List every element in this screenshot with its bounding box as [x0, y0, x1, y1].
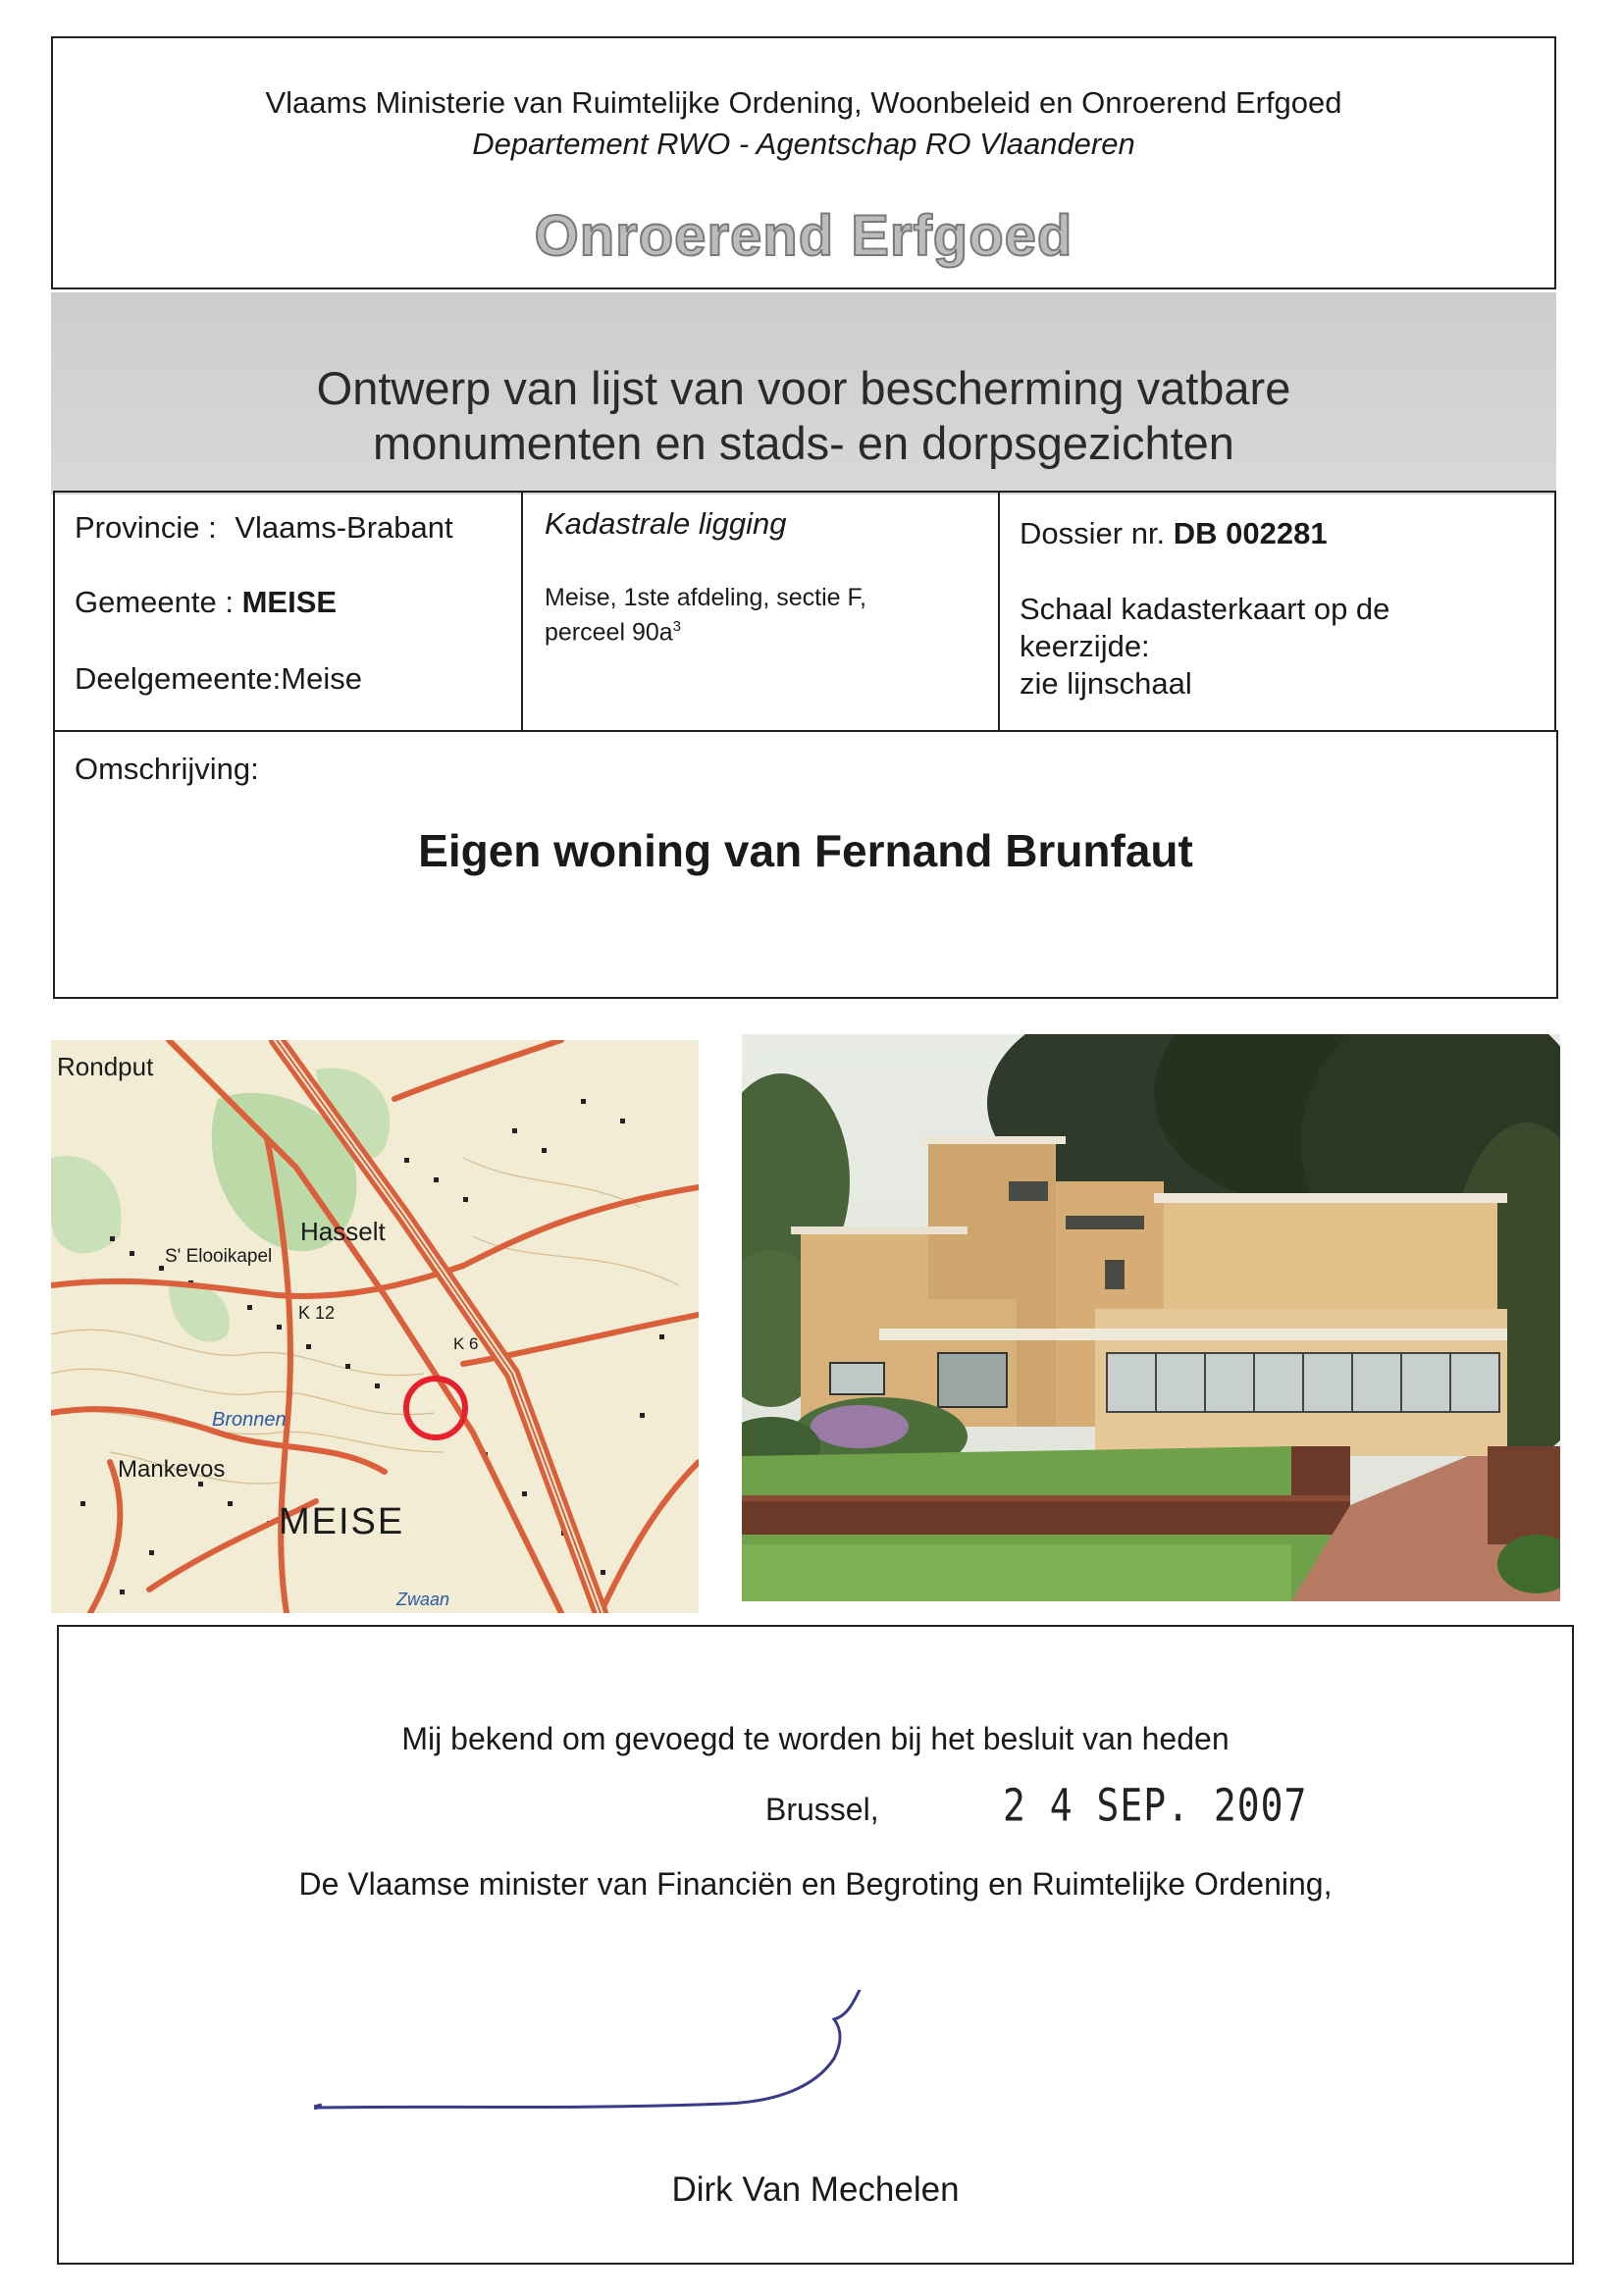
brand-title: Onroerend Erfgoed	[534, 204, 1073, 268]
approval-text: Mij bekend om gevoegd te worden bij het besluit van heden	[401, 1721, 1230, 1756]
map-label-k6: K 6	[453, 1334, 479, 1353]
kadastrale-text	[545, 583, 866, 647]
title-band	[51, 292, 1556, 495]
deelgemeente-row	[75, 661, 362, 697]
kadastrale-line1: Meise, 1ste afdeling, sectie F,	[545, 584, 866, 611]
department-name: Departement RWO - Agentschap RO Vlaanderen	[472, 127, 1135, 161]
gemeente-row	[75, 585, 337, 620]
map-label-hasselt: Hasselt	[300, 1217, 386, 1246]
house-photo-graphic	[742, 1034, 1560, 1601]
cadastral-column	[523, 493, 1000, 730]
topographic-map	[51, 1040, 699, 1613]
map-label-zwaan: Zwaan	[396, 1590, 450, 1609]
deelgemeente-value: Meise	[281, 661, 362, 696]
provincie-label: Provincie :	[75, 510, 217, 545]
gemeente-label: Gemeente :	[75, 585, 234, 619]
dossier-column	[1000, 493, 1554, 730]
schaal-line1: Schaal kadasterkaart op de	[1020, 592, 1390, 626]
dossier-number: DB 002281	[1173, 516, 1328, 550]
map-label-mankevos: Mankevos	[118, 1456, 226, 1483]
map-label-k12: K 12	[298, 1303, 336, 1323]
map-label-bronnen: Bronnen	[212, 1409, 287, 1431]
map-label-rondput: Rondput	[57, 1052, 154, 1081]
provincie-row	[75, 510, 453, 546]
ministry-name: Vlaams Ministerie van Ruimtelijke Ordening, Woonbeleid en Onroerend Erfgoed	[265, 85, 1342, 120]
map-label-meise: MEISE	[279, 1501, 405, 1542]
info-table	[53, 491, 1556, 732]
header-box	[51, 36, 1556, 289]
kadastrale-line2: perceel 90a	[545, 618, 673, 647]
minister-name: Dirk Van Mechelen	[671, 2170, 960, 2209]
handwritten-signature	[314, 1990, 942, 2127]
schaal-line2: keerzijde:	[1020, 629, 1150, 663]
kadastrale-sup: 3	[672, 618, 681, 635]
document-title-line1: Ontwerp van lijst van voor bescherming vatbare	[316, 362, 1291, 414]
provincie-value: Vlaams-Brabant	[235, 510, 453, 545]
description-label: Omschrijving:	[75, 752, 259, 786]
approval-box	[57, 1625, 1574, 2265]
monument-name: Eigen woning van Fernand Brunfaut	[418, 825, 1193, 876]
date-stamp: 2 4 SEP. 2007	[1003, 1779, 1308, 1832]
dossier-row	[1020, 516, 1328, 551]
deelgemeente-label: Deelgemeente:	[75, 661, 282, 696]
map-label-st-elooikapel: S' Elooikapel	[165, 1246, 273, 1267]
document-title-line2: monumenten en stads- en dorpsgezichten	[373, 417, 1234, 469]
minister-title: De Vlaamse minister van Financiën en Begroting en Ruimtelijke Ordening,	[298, 1866, 1333, 1902]
kadastrale-line2-row	[545, 612, 866, 647]
schaal-line3: zie lijnschaal	[1020, 666, 1192, 701]
city-label: Brussel,	[765, 1792, 879, 1827]
kadastrale-heading: Kadastrale ligging	[545, 506, 787, 541]
schaal-text	[1020, 591, 1389, 703]
house-photo	[742, 1034, 1560, 1601]
location-column	[55, 493, 523, 730]
description-box	[53, 730, 1558, 999]
gemeente-value: MEISE	[241, 585, 338, 619]
dossier-label: Dossier nr.	[1020, 516, 1166, 550]
